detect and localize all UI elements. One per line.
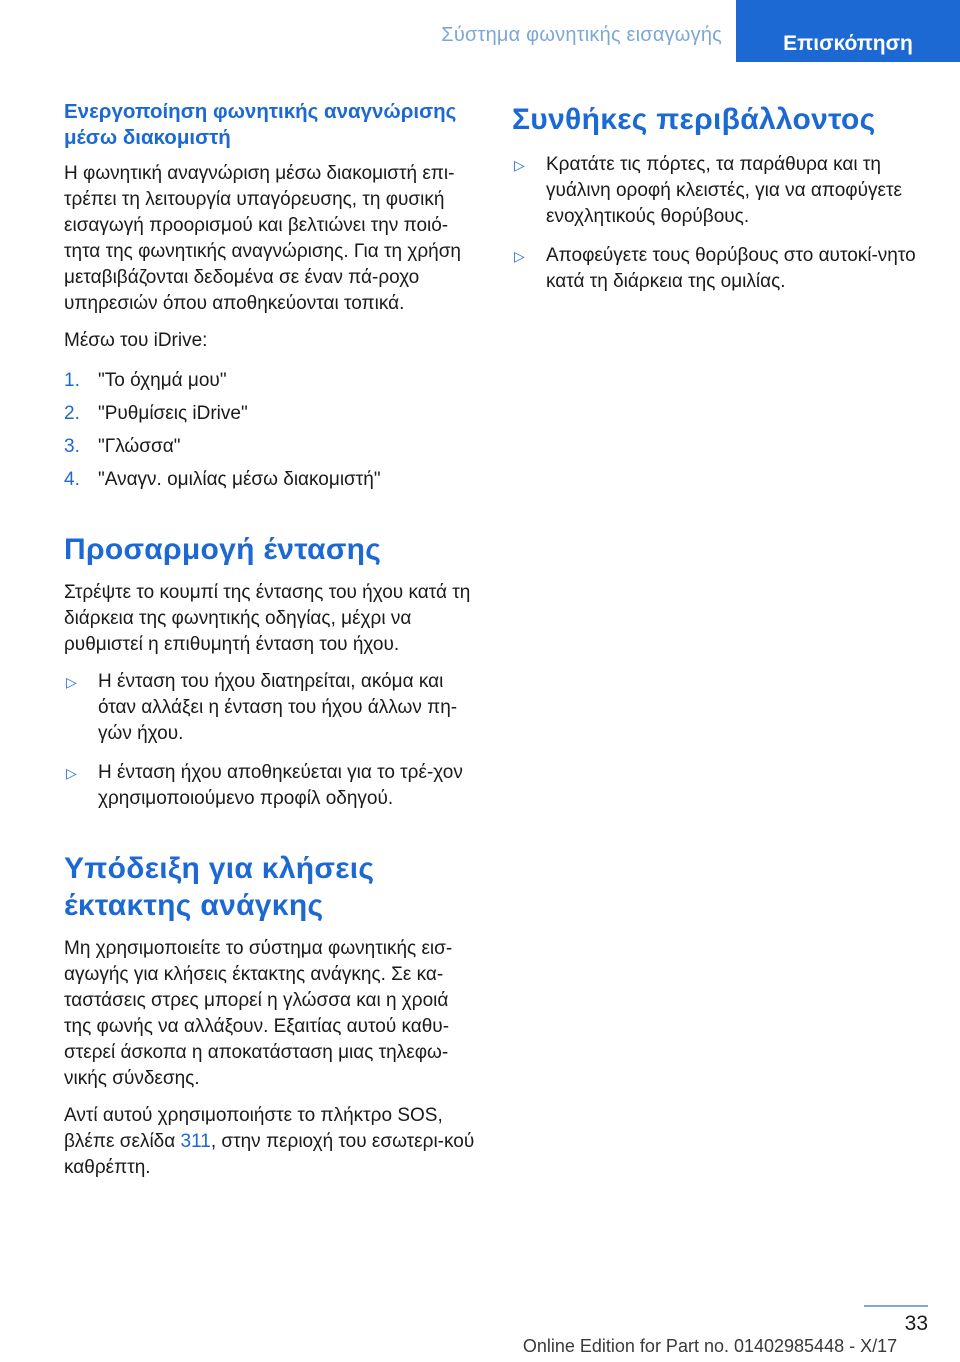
bullet-text: Αποφεύγετε τους θορύβους στο αυτοκί‐νητο κατά τη διάρκεια της ομιλίας. bbox=[546, 245, 916, 292]
paragraph-emergency: Μη χρησιμοποιείτε το σύστημα φωνητικής εισ‐αγωγής για κλήσεις έκτακτης ανάγκης. Σε κα‐ταστάσεις στρες μπορεί η γλώσσα και η χροιά της φωνής να αλλάξουν. Εξαιτίας αυτού καθυ‐στερεί άσκοπα η αποκατάσταση μιας τηλεφω‐νικής σύνδεσης. bbox=[64, 938, 453, 1089]
steps-list bbox=[64, 368, 480, 493]
triangle-right-icon: ▷ bbox=[514, 157, 525, 173]
sos-text-after: , στην περιοχή του εσωτερι‐κού καθρέπτη. bbox=[64, 1131, 475, 1178]
left-column bbox=[64, 95, 480, 1192]
step-text: "Το όχημά μου" bbox=[98, 370, 227, 391]
step-number: 1. bbox=[64, 370, 80, 391]
step-text: "Ρυθμίσεις iDrive" bbox=[98, 403, 248, 424]
list-item bbox=[64, 669, 480, 747]
paragraph-volume: Στρέψτε το κουμπί της έντασης του ήχου κατά τη διάρκεια της φωνητικής οδηγίας, μέχρι να ρυθμιστεί η επιθυμητή ένταση του ήχου. bbox=[64, 582, 471, 655]
step-item bbox=[64, 401, 480, 427]
step-number: 2. bbox=[64, 403, 80, 424]
bullet-text: Κρατάτε τις πόρτες, τα παράθυρα και τη γυάλινη οροφή κλειστές, για να αποφύγετε ενοχλητικούς θορύβους. bbox=[546, 154, 902, 227]
step-number: 3. bbox=[64, 436, 80, 457]
page-header bbox=[0, 0, 960, 62]
environment-bullets bbox=[512, 152, 928, 295]
step-number: 4. bbox=[64, 469, 80, 490]
chapter-tab[interactable]: Επισκόπηση bbox=[736, 0, 960, 62]
heading-emergency-calls: Υπόδειξη για κλήσεις έκτακτης ανάγκης bbox=[64, 852, 375, 922]
list-item bbox=[512, 152, 928, 230]
page-reference-link[interactable]: 311 bbox=[180, 1131, 211, 1152]
heading-environment: Συνθήκες περιβάλλοντος bbox=[512, 103, 876, 136]
step-text: "Γλώσσα" bbox=[98, 436, 181, 457]
step-item bbox=[64, 434, 480, 460]
list-item bbox=[64, 760, 480, 812]
heading-server-recognition: Ενεργοποίηση φωνητικής αναγνώρισης μέσω διακομιστή bbox=[64, 100, 457, 149]
step-item bbox=[64, 467, 480, 493]
right-column bbox=[512, 95, 928, 308]
sos-text-before: Αντί αυτού χρησιμοποιήστε το πλήκτρο SOS, βλέπε σελίδα bbox=[64, 1105, 443, 1152]
paragraph-sos bbox=[64, 1103, 480, 1181]
bullet-text: Η ένταση ήχου αποθηκεύεται για το τρέ‐χον χρησιμοποιούμενο προφίλ οδηγού. bbox=[98, 762, 463, 809]
volume-bullets bbox=[64, 669, 480, 812]
triangle-right-icon: ▷ bbox=[66, 674, 77, 690]
paragraph-server-recognition: Η φωνητική αναγνώριση μέσω διακομιστή επι‐τρέπει τη λειτουργία υπαγόρευσης, τη φυσική εισαγωγή προορισμού και βελτιώνει την ποιό‐τητα της φωνητικής αναγνώρισης. Για τη χρήση μεταβιβάζονται δεδομένα σε έναν πά‐ροχο υπηρεσιών όπου αποθηκεύονται τοπικά. bbox=[64, 163, 461, 314]
bullet-text: Η ένταση του ήχου διατηρείται, ακόμα και όταν αλλάξει η ένταση του ήχου άλλων πη‐γών ήχου. bbox=[98, 671, 458, 744]
step-text: "Αναγν. ομιλίας μέσω διακομιστή" bbox=[98, 469, 381, 490]
section-title: Σύστημα φωνητικής εισαγωγής bbox=[441, 24, 722, 46]
step-item bbox=[64, 368, 480, 394]
paragraph-via-idrive: Μέσω του iDrive: bbox=[64, 330, 208, 351]
footer-divider bbox=[864, 1305, 928, 1307]
edition-footer: Online Edition for Part no. 01402985448 - X/17 bbox=[522, 1336, 898, 1356]
list-item bbox=[512, 243, 928, 295]
triangle-right-icon: ▷ bbox=[514, 248, 525, 264]
heading-volume: Προσαρμογή έντασης bbox=[64, 533, 382, 566]
page-number: 33 bbox=[904, 1312, 928, 1335]
triangle-right-icon: ▷ bbox=[66, 765, 77, 781]
